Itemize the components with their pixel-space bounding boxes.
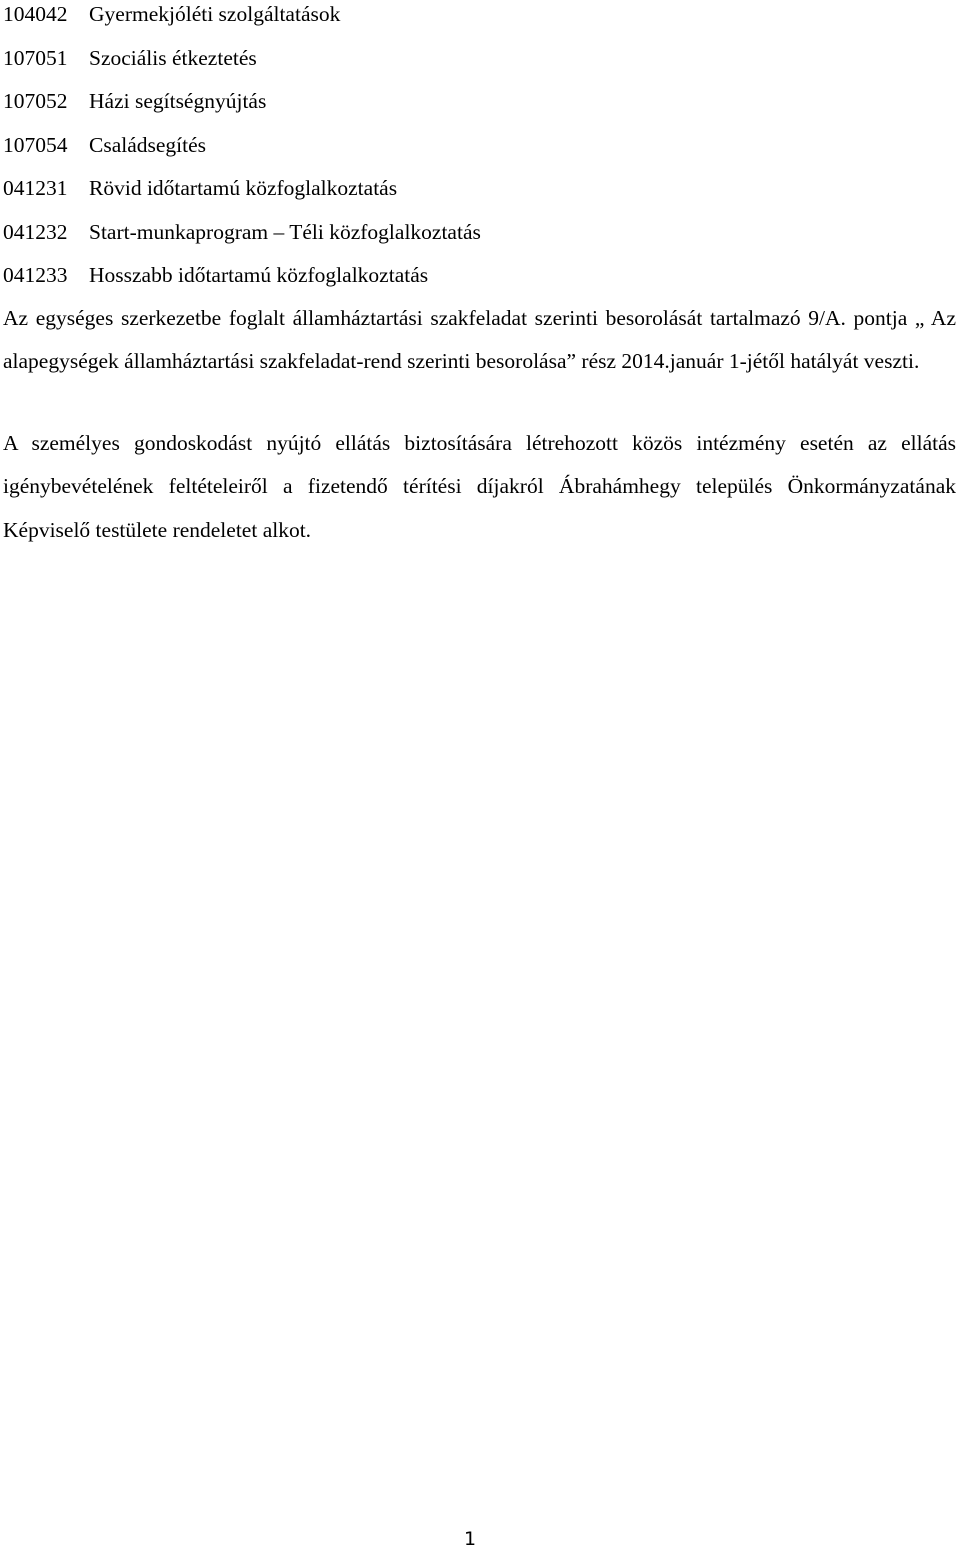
task-label: Gyermekjóléti szolgáltatások — [89, 2, 341, 26]
page-number: 1 — [463, 1528, 477, 1550]
document-page — [3, 0, 956, 552]
task-code: 107051 — [3, 45, 68, 70]
task-code: 041231 — [3, 176, 68, 200]
task-label: Start-munkaprogram – Téli közfoglalkoztatás — [89, 219, 481, 244]
task-code: 107052 — [3, 89, 68, 113]
task-label: Házi segítségnyújtás — [89, 89, 267, 113]
list-item — [3, 218, 956, 262]
task-label: Rövid időtartamú közfoglalkoztatás — [89, 176, 398, 200]
repeal-paragraph: Az egységes szerkezetbe foglalt államháztartási szakfeladat szerinti besorolását tartalmazó 9/A. pontja „ Az alapegységek államháztartási szakfeladat-rend szerinti besorolása” rész 2014.január 1-jétől hatályát veszti. — [3, 305, 956, 373]
task-code: 041233 — [3, 263, 68, 287]
task-label: Hosszabb időtartamú közfoglalkoztatás — [89, 263, 429, 287]
list-item — [3, 87, 956, 131]
task-label: Szociális étkeztetés — [89, 45, 257, 70]
task-label: Családsegítés — [89, 132, 207, 157]
list-item — [3, 131, 956, 175]
task-code: 104042 — [3, 2, 68, 26]
task-code-list — [3, 0, 956, 305]
list-item — [3, 44, 956, 88]
list-item — [3, 174, 956, 218]
task-code: 107054 — [3, 132, 68, 157]
list-item — [3, 0, 956, 44]
adoption-paragraph: A személyes gondoskodást nyújtó ellátás biztosítására létrehozott közös intézmény esetén az ellátás igénybevételének feltételeiről a fizetendő térítési díjakról Ábrahámhegy település Önkormányzatának Képviselő testülete rendeletet alkot. — [3, 430, 956, 542]
task-code: 041232 — [3, 219, 68, 244]
